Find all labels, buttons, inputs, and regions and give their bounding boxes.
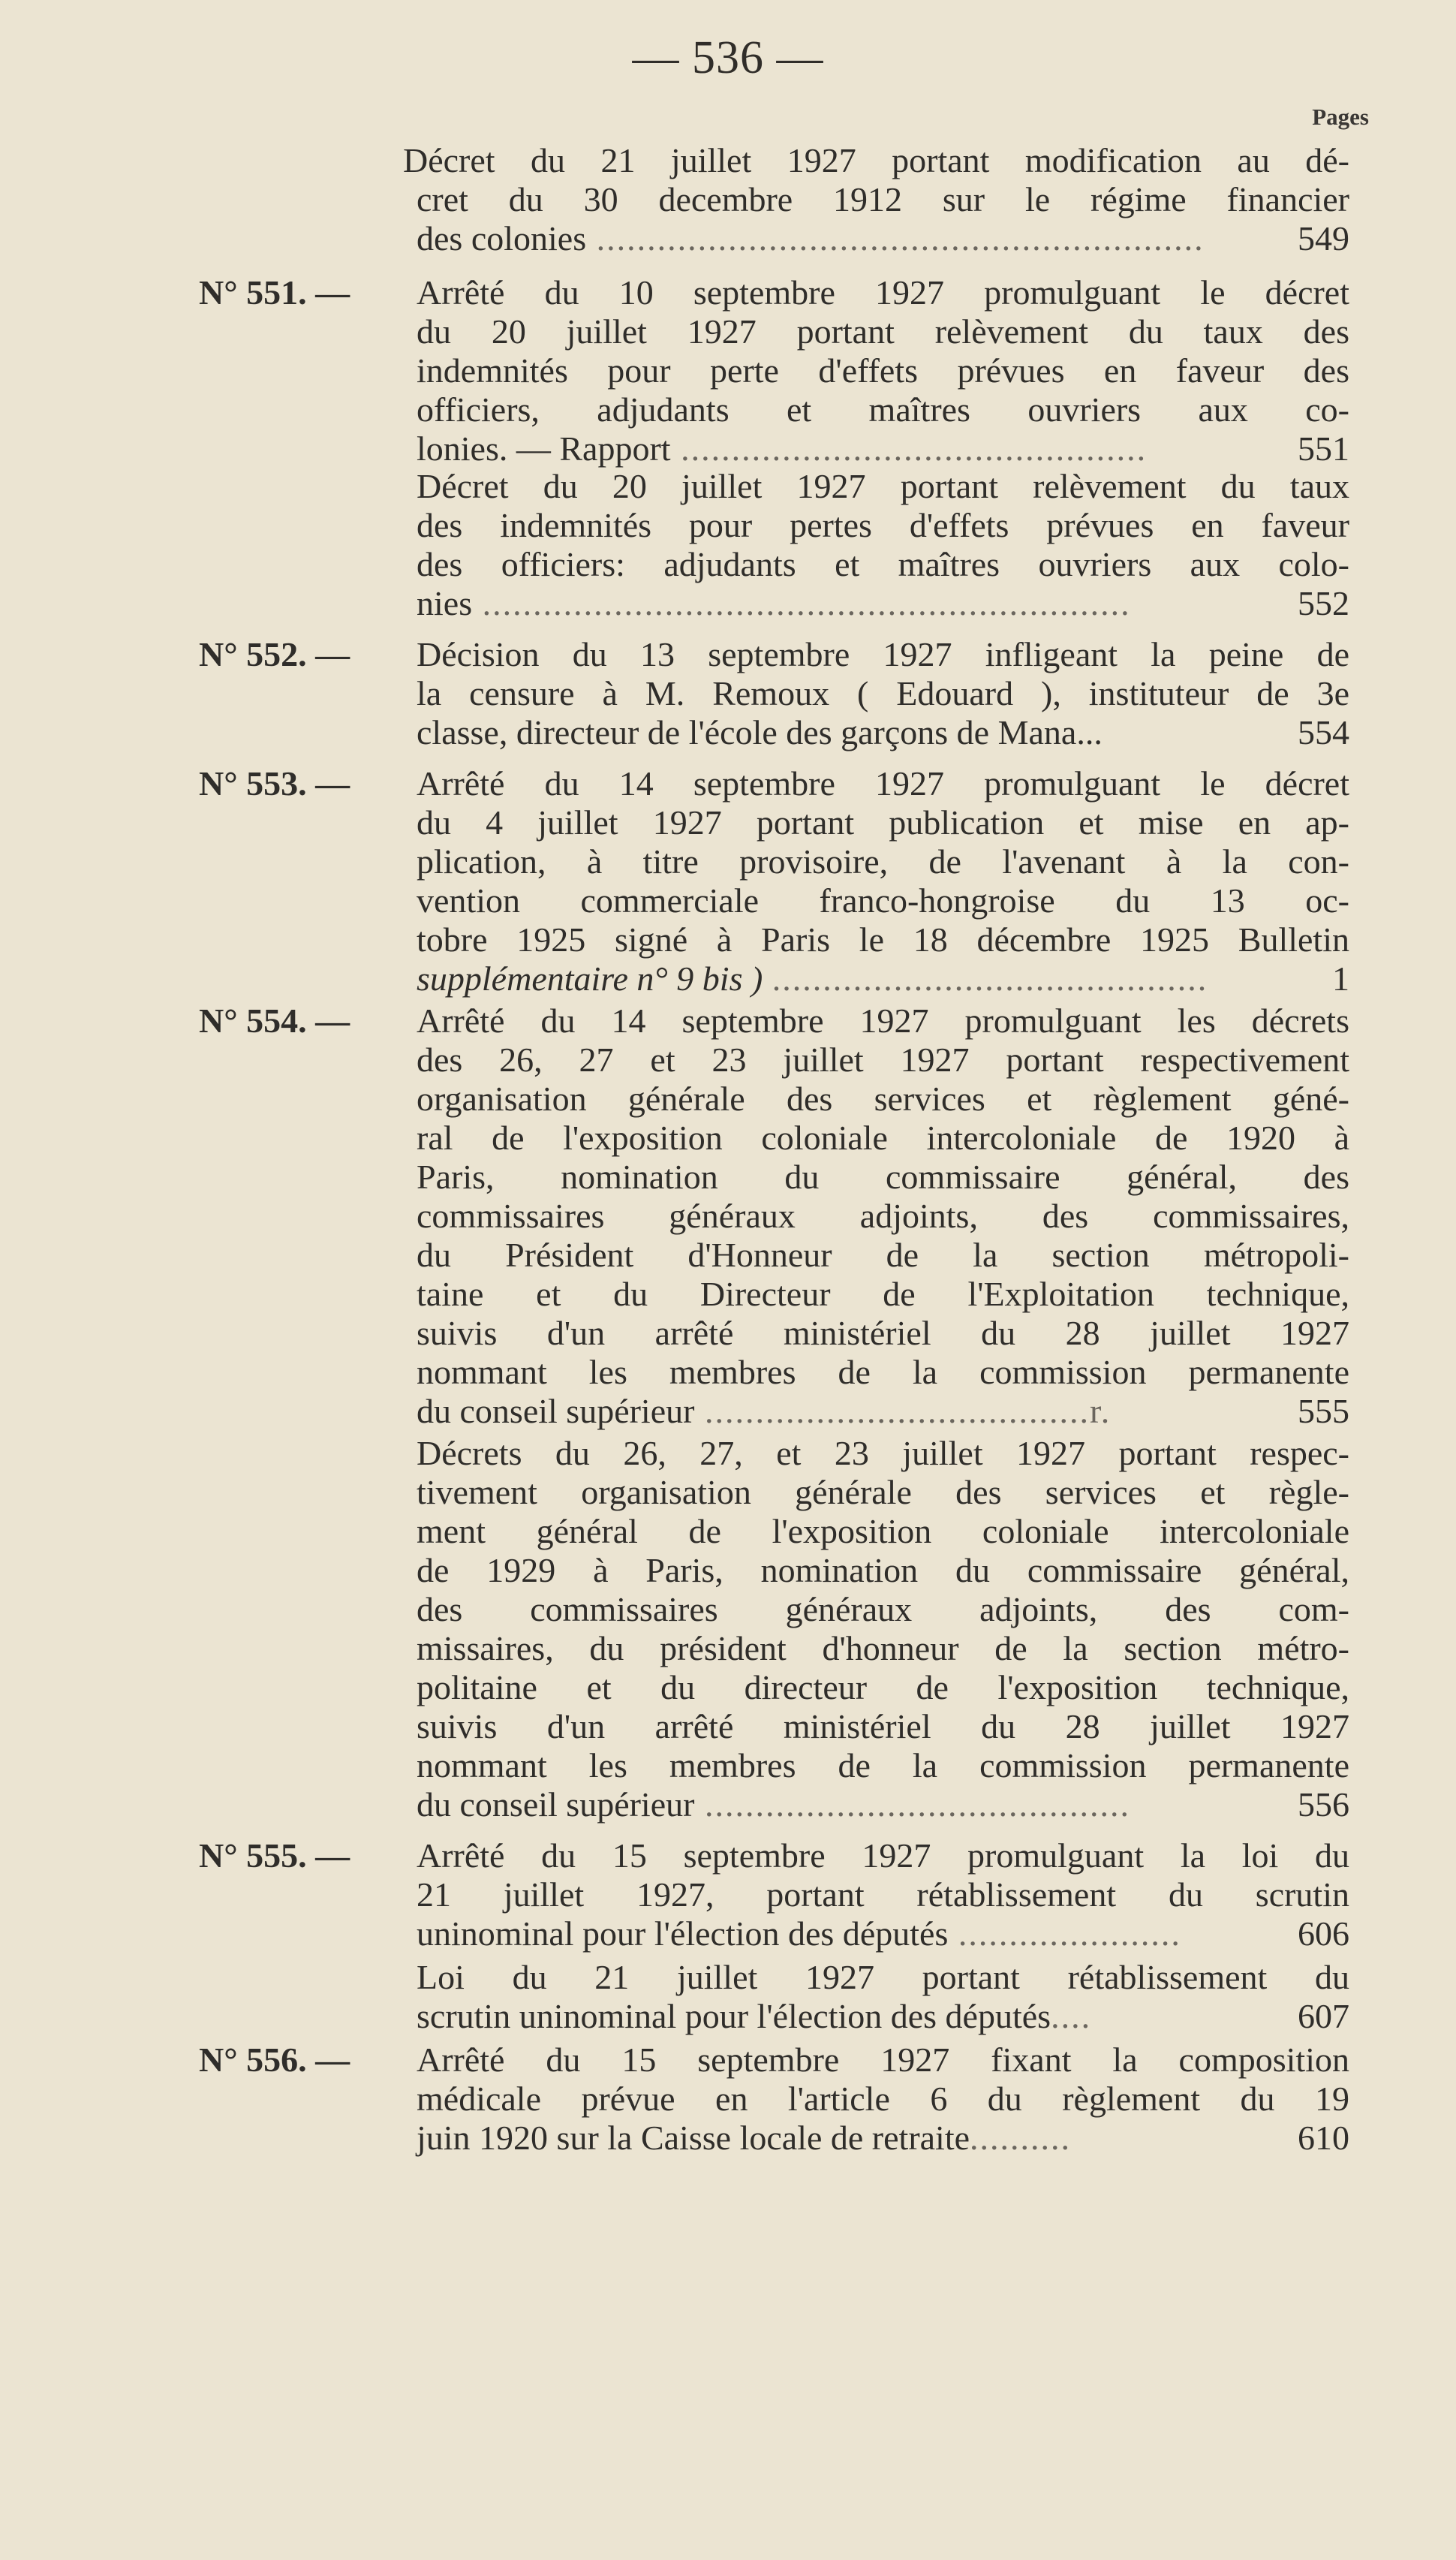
entry-line: Arrêté du 15 septembre 1927 fixant la composition [417, 2040, 1349, 2079]
toc-entry [417, 1434, 1349, 1824]
toc-entry [417, 635, 1349, 752]
entry-line: des officiers: adjudants et maîtres ouvriers aux colo- [417, 545, 1349, 583]
entry-line: ral de l'exposition coloniale intercoloniale de 1920 à [417, 1119, 1349, 1157]
entry-line: Décret du 21 juillet 1927 portant modification au dé- [403, 141, 1349, 179]
leader-dots: .......................................... [694, 1785, 1130, 1824]
entry-line: vention commerciale franco-hongroise du 13 oc- [417, 881, 1349, 920]
page-reference: 610 [1292, 2119, 1349, 2158]
leader-dots: .... [1051, 1997, 1092, 2035]
entry-line: la censure à M. Remoux ( Edouard ), instituteur de 3e [417, 674, 1349, 712]
entry-line-last [417, 1914, 1349, 1953]
page-reference: 552 [1292, 584, 1349, 623]
entry-line: taine et du Directeur de l'Exploitation technique, [417, 1275, 1349, 1313]
entry-line: du Président d'Honneur de la section métropoli- [417, 1236, 1349, 1274]
toc-entry [417, 1836, 1349, 1953]
entry-line-text: uninominal pour l'élection des députés [417, 1914, 949, 1953]
entry-line: des commissaires généraux adjoints, des com- [417, 1590, 1349, 1628]
entry-line-text: du conseil supérieur [417, 1785, 695, 1824]
entry-line: médicale prévue en l'article 6 du règlement du 19 [417, 2080, 1349, 2118]
entry-line: Arrêté du 14 septembre 1927 promulguant le décret [417, 764, 1349, 803]
entry-line: 21 juillet 1927, portant rétablissement du scrutin [417, 1875, 1349, 1914]
leader-dots: ...................... [948, 1914, 1181, 1953]
entry-line: tobre 1925 signé à Paris le 18 décembre 1925 Bulletin [417, 920, 1349, 959]
entry-line: nommant les membres de la commission permanente [417, 1746, 1349, 1784]
entry-number: N° 554. — [199, 1001, 350, 1040]
entry-line-text: classe, directeur de l'école des garçons de Mana... [417, 713, 1103, 751]
entry-line: Arrêté du 15 septembre 1927 promulguant la loi du [417, 1836, 1349, 1875]
entry-line: des indemnités pour pertes d'effets prévues en faveur [417, 506, 1349, 544]
entry-line: Arrêté du 14 septembre 1927 promulguant les décrets [417, 1001, 1349, 1040]
entry-number: N° 553. — [199, 764, 350, 803]
toc-entry [403, 141, 1349, 258]
leader-dots: ........................................... [763, 959, 1209, 998]
entry-line-text: nies [417, 584, 473, 622]
page-reference: 607 [1292, 1997, 1349, 2036]
entry-line-last [417, 959, 1349, 998]
leader-dots: ......................................r. [694, 1392, 1112, 1430]
entry-line-text: lonies. — Rapport [417, 429, 671, 468]
entry-line: organisation générale des services et règlement géné- [417, 1080, 1349, 1118]
entry-line-last [417, 429, 1349, 468]
entry-line: Décret du 20 juillet 1927 portant relèvement du taux [417, 467, 1349, 505]
toc-entry [417, 467, 1349, 623]
entry-line: Décision du 13 septembre 1927 infligeant la peine de [417, 635, 1349, 673]
entry-number: N° 552. — [199, 635, 350, 673]
toc-entry [417, 273, 1349, 468]
entry-line: suivis d'un arrêté ministériel du 28 juillet 1927 [417, 1314, 1349, 1352]
page-reference: 1 [1326, 959, 1349, 998]
entry-line: Décrets du 26, 27, et 23 juillet 1927 portant respec- [417, 1434, 1349, 1472]
entry-line: de 1929 à Paris, nomination du commissaire général, [417, 1551, 1349, 1589]
entry-number: N° 556. — [199, 2040, 350, 2079]
entry-line-text: scrutin uninominal pour l'élection des députés [417, 1997, 1051, 2035]
entry-line: commissaires généraux adjoints, des commissaires, [417, 1197, 1349, 1235]
toc-entry [417, 1958, 1349, 2036]
entry-line: tivement organisation générale des services et règle- [417, 1473, 1349, 1511]
entry-line: indemnités pour perte d'effets prévues en faveur des [417, 351, 1349, 390]
pages-column-label: Pages [1312, 104, 1369, 130]
entry-line-text: supplémentaire n° 9 bis ) [417, 959, 763, 998]
entry-line-text: des colonies [417, 219, 587, 258]
entry-line-last [417, 1785, 1349, 1824]
entry-line: suivis d'un arrêté ministériel du 28 juillet 1927 [417, 1707, 1349, 1745]
entry-line: des 26, 27 et 23 juillet 1927 portant respectivement [417, 1041, 1349, 1079]
leader-dots: .............................................. [670, 429, 1148, 468]
entry-line-text: du conseil supérieur [417, 1392, 695, 1430]
page-reference: 555 [1292, 1392, 1349, 1431]
entry-line: Paris, nomination du commissaire général, des [417, 1158, 1349, 1196]
leader-dots: ................................................................ [472, 584, 1131, 622]
entry-line: missaires, du président d'honneur de la section métro- [417, 1629, 1349, 1667]
page-reference: 606 [1292, 1914, 1349, 1953]
leader-dots: .......... [970, 2119, 1072, 2157]
entry-line-last [417, 713, 1349, 752]
page-number: — 536 — [632, 32, 824, 83]
entry-number: N° 555. — [199, 1836, 350, 1875]
entry-line: Loi du 21 juillet 1927 portant rétablissement du [417, 1958, 1349, 1996]
entry-line-last [417, 1997, 1349, 2036]
entry-line-last [417, 219, 1349, 258]
toc-entry [417, 1001, 1349, 1431]
entry-line: nommant les membres de la commission permanente [417, 1353, 1349, 1391]
entry-line: politaine et du directeur de l'exposition technique, [417, 1668, 1349, 1706]
entry-line-last [417, 2119, 1349, 2158]
entry-line-text: juin 1920 sur la Caisse locale de retraite [417, 2119, 970, 2157]
entry-line: cret du 30 decembre 1912 sur le régime financier [417, 180, 1349, 218]
page-reference: 551 [1292, 429, 1349, 468]
entry-line: Arrêté du 10 septembre 1927 promulguant le décret [417, 273, 1349, 312]
entry-line-last [417, 1392, 1349, 1431]
entry-line: du 20 juillet 1927 portant relèvement du taux des [417, 312, 1349, 351]
entry-line-last [417, 584, 1349, 623]
entry-line: du 4 juillet 1927 portant publication et mise en ap- [417, 803, 1349, 842]
page-reference: 554 [1292, 713, 1349, 752]
entry-number: N° 551. — [199, 273, 350, 312]
page-reference: 556 [1292, 1785, 1349, 1824]
toc-entry [417, 2040, 1349, 2158]
entry-line: plication, à titre provisoire, de l'avenant à la con- [417, 842, 1349, 881]
page-reference: 549 [1292, 219, 1349, 258]
leader-dots: ............................................................ [586, 219, 1205, 258]
entry-line: officiers, adjudants et maîtres ouvriers aux co- [417, 390, 1349, 429]
entry-line: ment général de l'exposition coloniale intercoloniale [417, 1512, 1349, 1550]
toc-entry [417, 764, 1349, 998]
